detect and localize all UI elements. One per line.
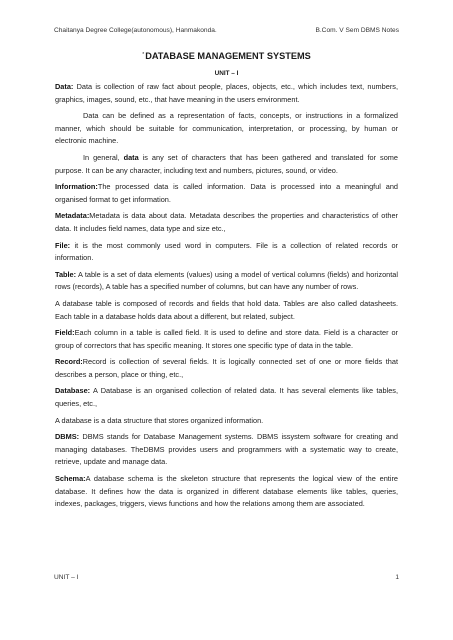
paragraph-text: is any set of characters that has been gathered and translated for some purpose. It can be any character, including text and numbers, pictures, sound, or video. [55,152,398,175]
paragraph-text: Data is collection of raw fact about people, places, objects, etc., which includes text, numbers, graphics, images, sound, etc., that have meaning in the users environment. [55,82,398,104]
paragraph-field [55,327,398,352]
body-text [55,81,398,515]
paragraph-file [55,240,398,265]
page-footer [54,574,399,581]
paragraph-table [55,269,398,294]
paragraph-data-general [55,152,398,177]
title-text: DATABASE MANAGEMENT SYSTEMS [145,51,311,61]
paragraph-text: DBMS stands for Database Management systems. DBMS issystem software for creating and managing databases. TheDBMS provides users and programmers with a systematic way to create, retrieve, update and manage data. [55,432,398,467]
paragraph-database-structure [55,415,398,428]
paragraph-text: Each column in a table is called field. It is used to define and store data. Field is a character or group of correctors that has specific meaning. It stores one specific type of data in the table. [55,328,398,350]
term-label: Field: [55,328,75,338]
term-label: DBMS: [55,432,80,442]
term-label: Database: [55,386,91,396]
paragraph-dbms [55,431,398,469]
term-label: data [123,152,139,162]
term-label: Information: [55,182,98,192]
paragraph-information [55,181,398,206]
paragraph-schema [55,473,398,511]
term-label: File: [55,240,71,250]
header-course: B.Com. V Sem DBMS Notes [315,27,399,34]
term-label: Data: [55,82,74,91]
term-label: Table: [55,269,77,279]
paragraph-text: it is the most commonly used word in computers. File is a collection of related records or information. [55,240,398,263]
title-mark: * [142,52,145,58]
unit-heading: UNIT – I [214,70,239,77]
term-label: Metadata: [55,211,90,221]
term-label: Record: [55,357,83,367]
paragraph-database-table [55,298,398,323]
paragraph-data-definition [55,110,398,148]
paragraph-text: A database table is composed of records and fields that hold data. Tables are also called datasheets. Each table in a database holds data about a different, but related, subject. [55,298,398,321]
term-label: Schema: [55,474,86,484]
paragraph-text: A database schema is the skeleton structure that represents the logical view of the entire database. It defines how the data is organized in different database elements like tables, queries, indexes, packages, triggers, views functions and how the relations among them are associated. [55,474,398,509]
paragraph-text: The processed data is called information. Data is processed into a meaningful and organised format to get information. [55,182,398,204]
paragraph-record [55,356,398,381]
paragraph-text: Data can be defined as a representation of facts, concepts, or instructions in a formalized manner, which should be suitable for communication, interpretation, or processing, by human or electronic machine. [55,111,398,146]
document-title [0,51,453,61]
footer-unit: UNIT – I [54,574,79,581]
paragraph-text: A database is a data structure that stores organized information. [55,415,264,425]
page-number: 1 [395,574,399,581]
header-college: Chaitanya Degree College(autonomous), Hanmakonda. [54,27,217,34]
page-header [54,27,399,34]
paragraph-database [55,385,398,410]
paragraph-metadata [55,210,398,235]
paragraph-text: A Database is an organised collection of related data. It has several elements like tables, queries, etc., [55,386,398,409]
paragraph-text: Metadata is data about data. Metadata describes the properties and characteristics of other data. It includes field names, data type and size etc., [55,211,398,233]
paragraph-text: A table is a set of data elements (values) using a model of vertical columns (fields) and horizontal rows (records), A table has a specified number of columns, but can have any number of rows. [55,269,398,292]
paragraph-text: In general, [83,152,124,162]
paragraph-data [55,81,398,106]
paragraph-text: Record is collection of several fields. It is logically connected set of one or more fields that describes a person, place or thing, etc., [55,357,398,379]
